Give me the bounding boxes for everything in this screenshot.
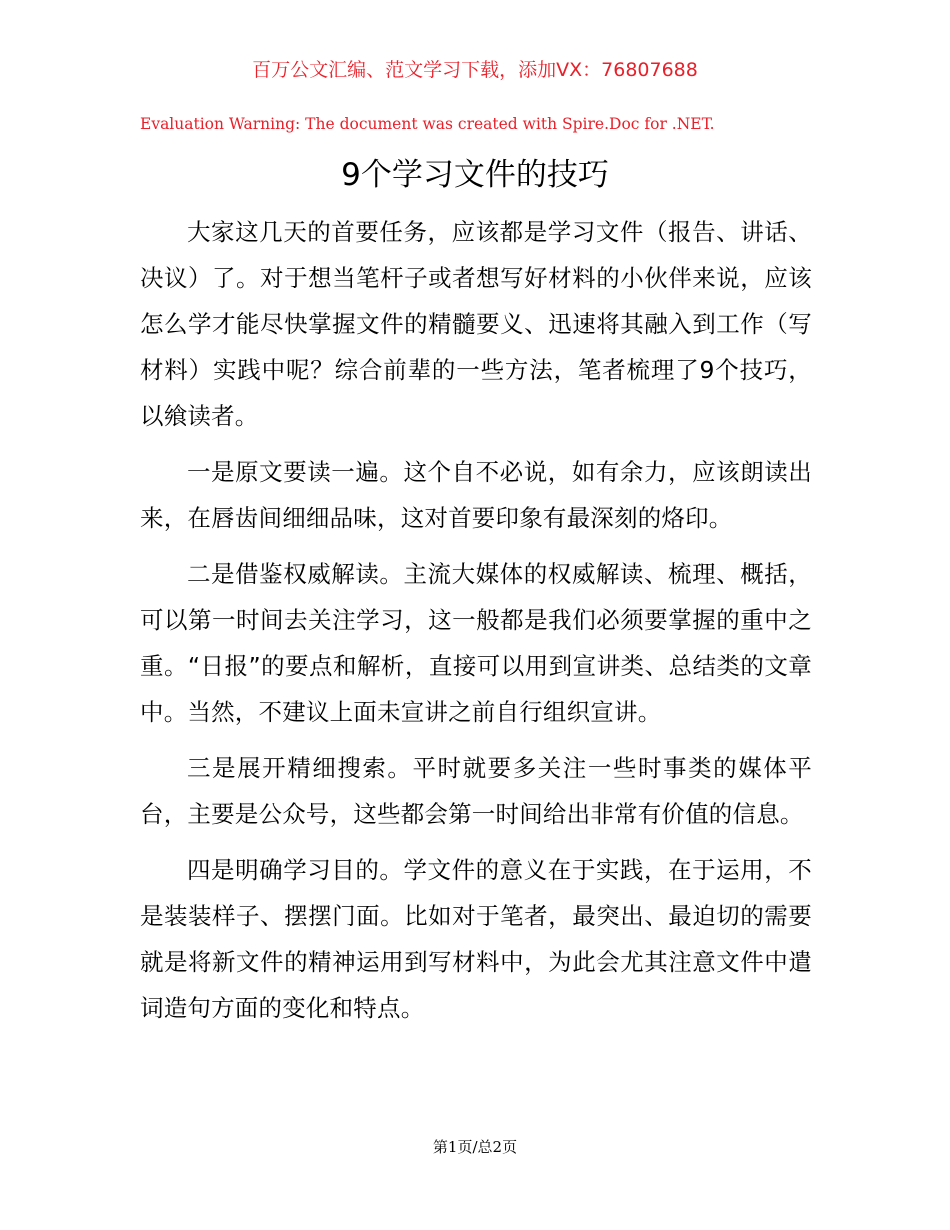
paragraph-tip-4: 四是明确学习目的。学文件的意义在于实践，在于运用，不是装装样子、摆摆门面。比如对于笔者，最突出、最迫切的需要就是将新文件的精神运用到写材料中，为此会尤其注意文件中遣词造句方面的变化和特点。 xyxy=(140,856,812,1022)
document-title: 9个学习文件的技巧 xyxy=(341,157,609,193)
paragraph-tip-1: 一是原文要读一遍。这个自不必说，如有余力，应该朗读出来，在唇齿间细细品味，这对首要印象有最深刻的烙印。 xyxy=(140,458,812,532)
document-body xyxy=(140,209,812,1041)
evaluation-warning: Evaluation Warning: The document was created with Spire.Doc for .NET. xyxy=(140,115,715,133)
paragraph-intro: 大家这几天的首要任务，应该都是学习文件（报告、讲话、决议）了。对于想当笔杆子或者想写好材料的小伙伴来说，应该怎么学才能尽快掌握文件的精髓要义、迅速将其融入到工作（写材料）实践中呢？综合前辈的一些方法，笔者梳理了9个技巧，以飨读者。 xyxy=(140,218,812,430)
paragraph-tip-3: 三是展开精细搜索。平时就要多关注一些时事类的媒体平台，主要是公众号，这些都会第一时间给出非常有价值的信息。 xyxy=(140,754,812,828)
paragraph-tip-2: 二是借鉴权威解读。主流大媒体的权威解读、梳理、概括，可以第一时间去关注学习，这一般都是我们必须要掌握的重中之重。“日报”的要点和解析，直接可以用到宣讲类、总结类的文章中。当然，不建议上面未宣讲之前自行组织宣讲。 xyxy=(140,560,812,726)
page-number: 第1页/总2页 xyxy=(432,1138,518,1156)
header-banner: 百万公文汇编、范文学习下载，添加VX：76807688 xyxy=(252,59,698,81)
